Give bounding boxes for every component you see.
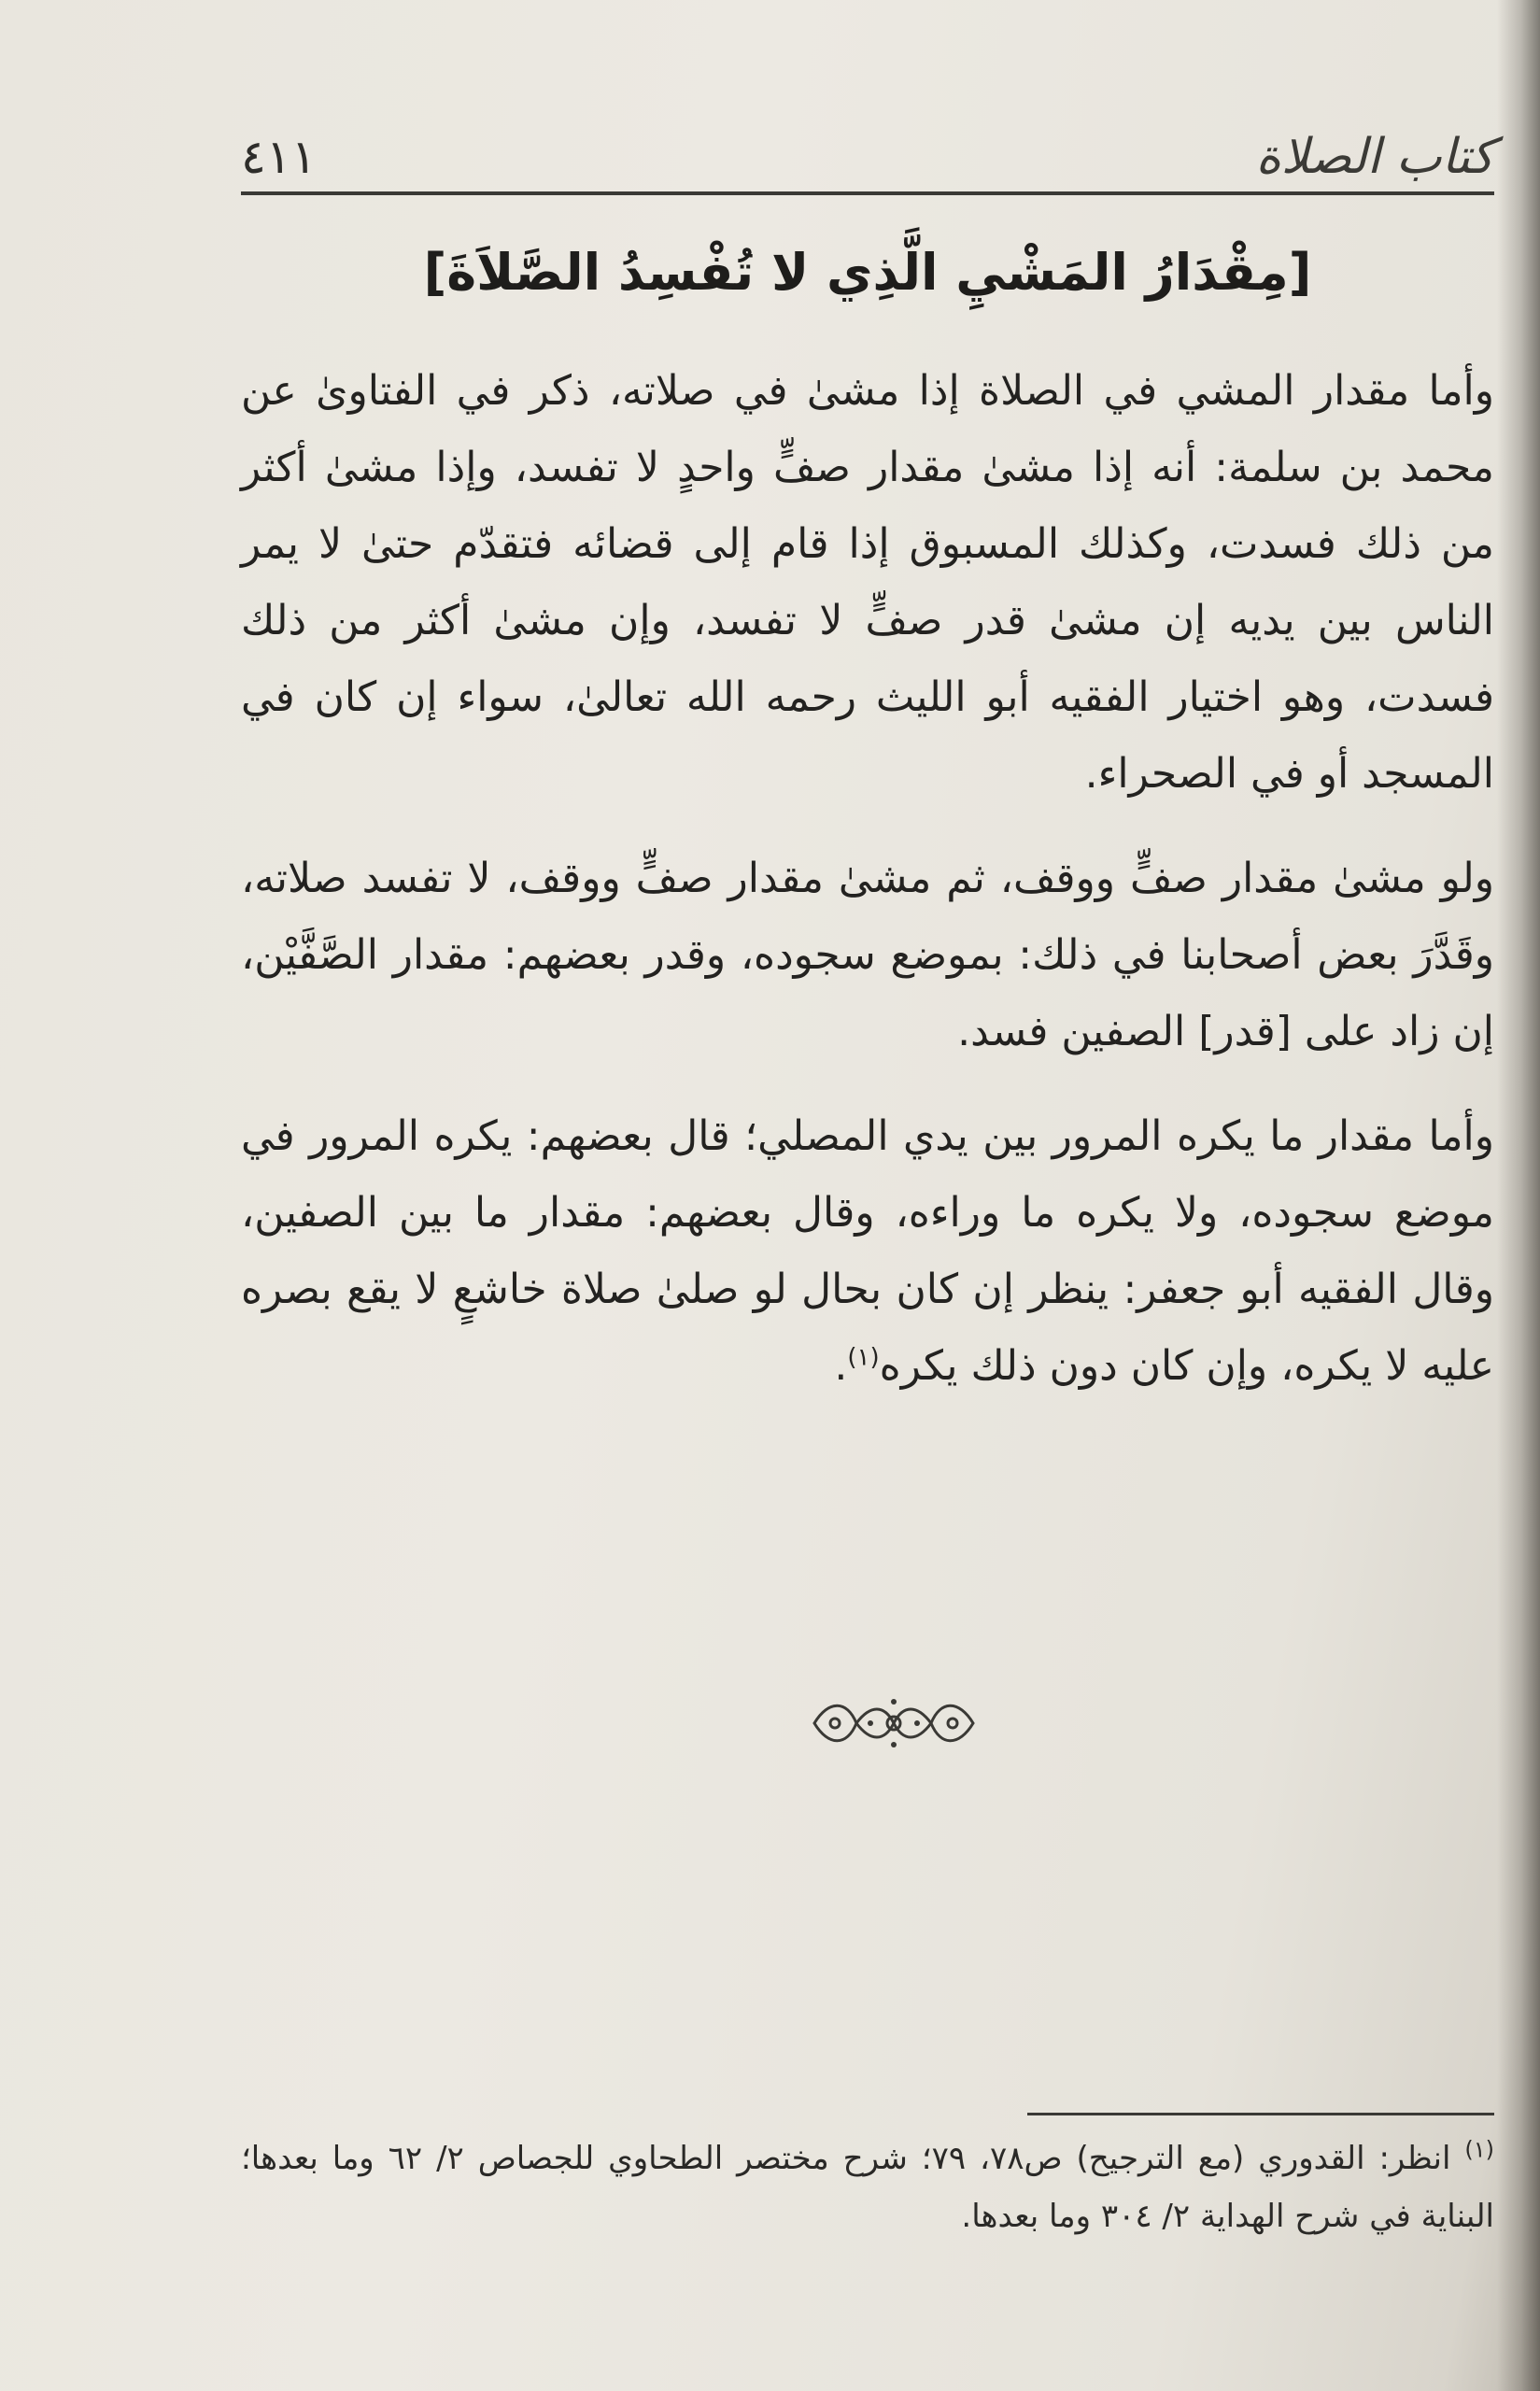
page-edge-shadow	[1497, 0, 1540, 2391]
footnote	[241, 2129, 1494, 2245]
paragraph-3: وأما مقدار ما يكره المرور بين يدي المصلي؛ قال بعضهم: يكره المرور في موضع سجوده، ولا يكره ما وراءه، وقال بعضهم: مقدار ما بين الصفين، وقال الفقيه أبو جعفر: ينظر إن كان بحال لو صلىٰ صلاة خاشعٍ لا يقع بصره عليه لا يكره، وإن كان دون ذلك يكره$^{(١)}$.	[241, 1112, 1494, 1390]
footnote-rule	[1027, 2113, 1494, 2115]
page-header	[241, 120, 1494, 194]
ornament-icon	[805, 1691, 982, 1756]
section-title: [مِقْدَارُ المَشْيِ الَّذِي لا تُفْسِدُ الصَّلاَةَ]	[423, 243, 1312, 302]
paragraph-1: وأما مقدار المشي في الصلاة إذا مشىٰ في صلاته، ذكر في الفتاوىٰ عن محمد بن سلمة: أنه إذا مشىٰ مقدار صفٍّ واحدٍ لا تفسد، وإذا مشىٰ أكثر من ذلك فسدت، وكذلك المسبوق إذا قام إلى قضائه فتقدّم حتىٰ لا يمر الناس بين يديه إن مشىٰ قدر صفٍّ لا تفسد، وإن مشىٰ أكثر من ذلك فسدت، وهو اختيار الفقيه أبو الليث رحمه الله تعالىٰ، سواء إن كان في المسجد أو في الصحراء.	[241, 367, 1494, 798]
body-text	[241, 353, 1494, 1433]
page-number: ٤١١	[241, 130, 317, 184]
header-rule	[241, 191, 1494, 195]
paragraph-3-text: وأما مقدار ما يكره المرور بين يدي المصلي؛ قال بعضهم: يكره المرور في موضع سجوده، ولا يكره ما وراءه، وقال بعضهم: مقدار ما بين الصفين، وقال الفقيه أبو جعفر: ينظر إن كان بحال لو صلىٰ صلاة خاشعٍ لا يقع بصره عليه لا يكره، وإن كان دون ذلك يكره	[241, 1112, 1494, 1390]
paragraph-2: ولو مشىٰ مقدار صفٍّ ووقف، ثم مشىٰ مقدار صفٍّ ووقف، لا تفسد صلاته، وقَدَّرَ بعض أصحابنا في ذلك: بموضع سجوده، وقدر بعضهم: مقدار الصَّفَّيْن، إن زاد على [قدر] الصفين فسد.	[241, 855, 1494, 1055]
footnote-number: (١)	[1464, 2136, 1495, 2163]
footnote-text: انظر: القدوري (مع الترجيح) ص٧٨، ٧٩؛ شرح مختصر الطحاوي للجصاص ٢/ ٦٢ وما بعدها؛ البناية في شرح الهداية ٢/ ٣٠٤ وما بعدها.	[241, 2140, 1494, 2235]
running-head: كتاب الصلاة	[1255, 129, 1494, 185]
footnote-marker: (١)	[847, 1343, 880, 1372]
